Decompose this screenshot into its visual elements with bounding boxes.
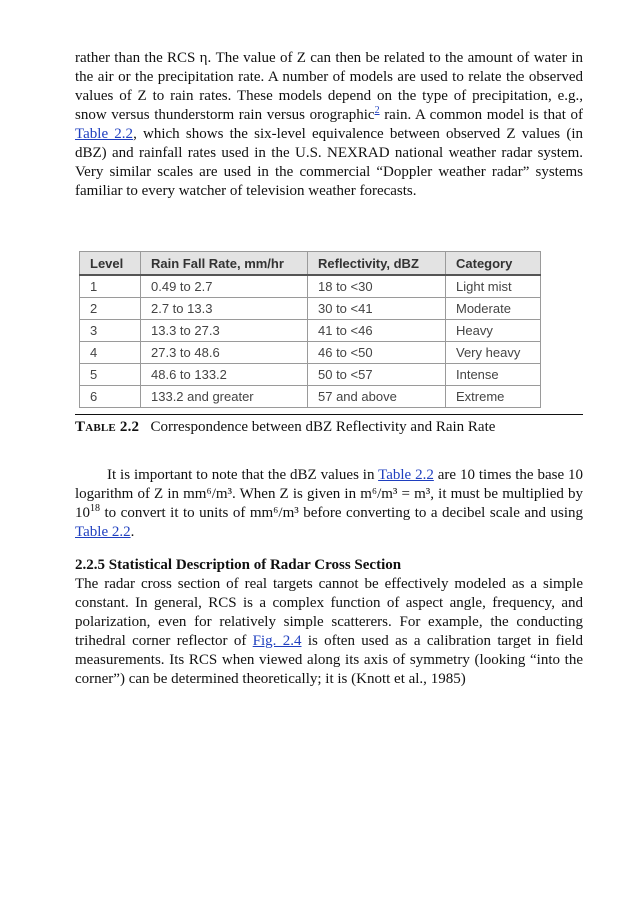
table-header-row: [80, 252, 541, 276]
cell-category: Light mist: [446, 275, 541, 298]
cell-reflectivity: 50 to <57: [308, 364, 446, 386]
body-text-top: [75, 49, 583, 201]
text-line: precipitation, e.g., snow versus thunderstorm rain versus orographic: [75, 88, 584, 123]
caption-label: Table 2.2: [75, 419, 140, 435]
caption-text: Correspondence between dBZ Reflectivity and Rain Rate: [150, 419, 496, 435]
table-caption: [75, 418, 495, 437]
text-line: to convert it to units of mm⁶/m³ before converting to a decibel: [100, 505, 486, 521]
table-row: [80, 364, 541, 386]
table-row: [80, 342, 541, 364]
column-header-category: Category: [446, 252, 541, 276]
table-row: [80, 320, 541, 342]
text-line: (looking “into the corner”) can be determined theoretically; it is (Knott et al.,: [75, 652, 584, 687]
text-line: the conducting trihedral corner reflector of: [75, 614, 583, 649]
cell-level: 4: [80, 342, 141, 364]
text-line: is often used as a calibration: [301, 633, 492, 649]
cell-level: 6: [80, 386, 141, 408]
cell-category: Heavy: [446, 320, 541, 342]
table-2-2-link[interactable]: Table 2.2: [75, 524, 131, 540]
rain-rate-table-container: [79, 251, 541, 408]
table-2-2-link[interactable]: Table 2.2: [75, 126, 134, 142]
cell-reflectivity: 18 to <30: [308, 275, 446, 298]
table-row: [80, 275, 541, 298]
cell-rain-rate: 48.6 to 133.2: [141, 364, 308, 386]
text-line: between observed Z values (in dBZ) and rainfall rates used in the U.S.: [75, 126, 583, 161]
cell-level: 2: [80, 298, 141, 320]
cell-rain-rate: 2.7 to 13.3: [141, 298, 308, 320]
cell-rain-rate: 133.2 and greater: [141, 386, 308, 408]
text-line: simple constant. In general, RCS is a complex function of aspect angle,: [75, 576, 583, 611]
text-line: in the air or the precipitation rate. A number of models are used to relate the: [75, 50, 583, 85]
rain-rate-table: [79, 251, 541, 408]
cell-rain-rate: 13.3 to 27.3: [141, 320, 308, 342]
cell-level: 5: [80, 364, 141, 386]
cell-level: 3: [80, 320, 141, 342]
cell-category: Intense: [446, 364, 541, 386]
exponent: 18: [90, 503, 100, 514]
cell-rain-rate: 0.49 to 2.7: [141, 275, 308, 298]
figure-2-4-link[interactable]: Fig. 2.4: [252, 633, 302, 649]
paragraph-reflectivity-intro: [75, 49, 583, 201]
text-line: NEXRAD national weather radar system. Very similar scales are used in the: [75, 145, 584, 180]
cell-category: Very heavy: [446, 342, 541, 364]
column-header-level: Level: [80, 252, 141, 276]
section-heading: 2.2.5 Statistical Description of Radar Cross Section: [75, 557, 402, 573]
text-line: The radar cross section of real targets cannot be effectively modeled as a: [75, 576, 538, 592]
text-line: rather than the RCS η. The value of Z can then be related to the amount of water: [75, 50, 568, 66]
text-line: common model is that of: [429, 107, 584, 123]
text-line: It is important to note that the dBZ values in: [107, 467, 379, 483]
text-line: observed values of Z to rain rates. These models depend on the type of: [75, 69, 583, 104]
text-line: , which shows the six-level equivalence: [133, 126, 384, 142]
cell-level: 1: [80, 275, 141, 298]
cell-reflectivity: 46 to <50: [308, 342, 446, 364]
text-line: 1985): [430, 671, 466, 687]
cell-reflectivity: 57 and above: [308, 386, 446, 408]
column-header-rain-rate: Rain Fall Rate, mm/hr: [141, 252, 308, 276]
text-line: television weather forecasts.: [246, 183, 417, 199]
text-line: are 10 times the: [433, 467, 534, 483]
footnote-link-2[interactable]: 2: [374, 105, 380, 116]
table-row: [80, 386, 541, 408]
column-header-reflectivity: Reflectivity, dBZ: [308, 252, 446, 276]
text-line: scale and using: [489, 505, 584, 521]
cell-category: Moderate: [446, 298, 541, 320]
text-line: base 10 logarithm of Z in mm⁶/m³. When Z is given in m⁶/m³ = m³, it must be: [75, 467, 584, 502]
text-line: target in field measurements. Its RCS when viewed along its axis of symmetry: [75, 633, 584, 668]
table-2-2-link[interactable]: Table 2.2: [378, 467, 434, 483]
table-row: [80, 298, 541, 320]
text-line: frequency, and polarization, even for relatively simple scatterers. For example,: [75, 595, 583, 630]
paragraph-rcs-statistics: [75, 575, 583, 689]
cell-rain-rate: 27.3 to 48.6: [141, 342, 308, 364]
cell-category: Extreme: [446, 386, 541, 408]
text-line: rain. A: [379, 107, 426, 123]
text-line: multiplied by 10: [75, 486, 583, 521]
paragraph-dbz-note: [75, 466, 583, 542]
cell-reflectivity: 41 to <46: [308, 320, 446, 342]
body-text-bottom: [75, 466, 583, 689]
text-line: commercial “Doppler weather radar” systems familiar to every watcher of: [75, 164, 584, 199]
cell-reflectivity: 30 to <41: [308, 298, 446, 320]
caption-divider: [75, 414, 583, 415]
text-line: .: [130, 524, 135, 540]
